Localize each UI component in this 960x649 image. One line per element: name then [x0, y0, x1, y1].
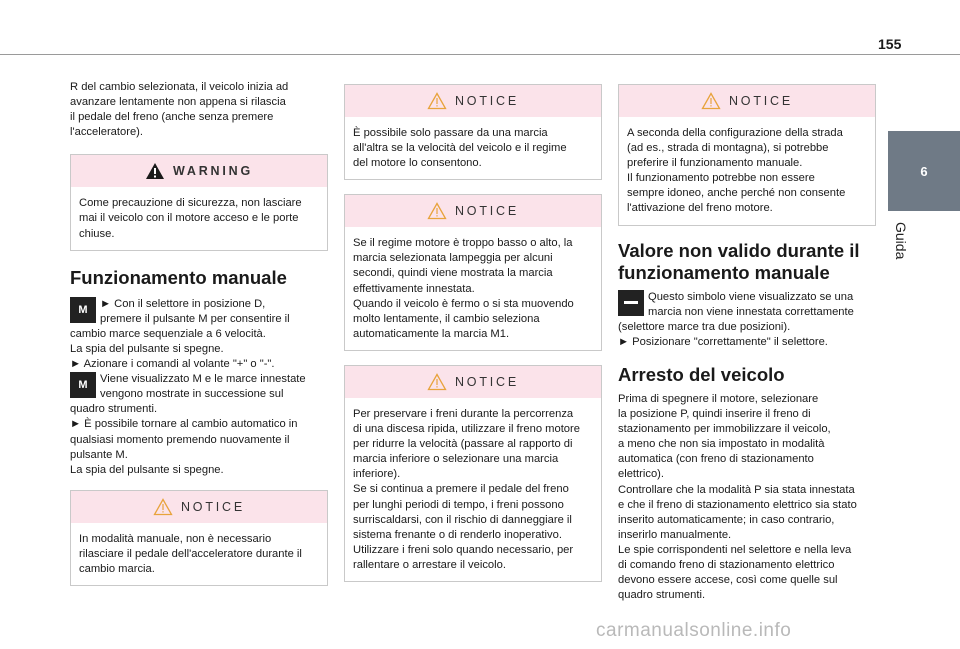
text-line: all'altra se la velocità del veicolo e il regime: [353, 142, 567, 155]
manual-row-3: [70, 372, 328, 402]
notice-box-2: [344, 84, 602, 180]
notice-triangle-icon: [427, 373, 447, 391]
text-line: funzionamento manuale: [618, 261, 830, 283]
warning-title: WARNING: [172, 164, 253, 179]
invalid-gear-icon: [618, 290, 644, 316]
text-line: quadro strumenti.: [70, 403, 158, 416]
text-line: vengono mostrate in successione sul: [100, 388, 284, 401]
manual-mode-icon: M: [70, 297, 96, 323]
text-line: stazionamento per immobilizzare il veicolo,: [618, 423, 831, 436]
text-line: del motore lo consentono.: [353, 157, 482, 170]
text-line: rallentare o arrestare il veicolo.: [353, 558, 506, 571]
intro-text: [70, 80, 328, 140]
text-line: l'attivazione del freno motore.: [627, 202, 773, 215]
notice-title: NOTICE: [454, 204, 520, 219]
notice-header: [71, 491, 327, 523]
text-line: Come precauzione di sicurezza, non lasciare: [79, 197, 302, 210]
text-line: l'acceleratore).: [70, 126, 144, 139]
text-line: automatica (con freno di stazionamento: [618, 453, 814, 466]
text-line: È possibile solo passare da una marcia: [353, 127, 548, 139]
column-2: [344, 84, 602, 582]
notice-box-4: [344, 365, 602, 582]
text-line: Quando il veicolo è fermo o si sta muovendo: [353, 297, 574, 310]
warning-text: [71, 187, 327, 241]
text-line: automaticamente la marcia M1.: [353, 327, 510, 340]
text-line: marcia selezionata lampeggia per alcuni: [353, 252, 553, 265]
notice-box-5: [618, 84, 876, 226]
text-line: premere il pulsante M per consentire il: [100, 312, 290, 325]
manual-row-4: [70, 402, 328, 477]
chapter-tab[interactable]: [888, 131, 960, 211]
notice-header: [345, 195, 601, 227]
stop-text: [618, 392, 876, 603]
column-1: [70, 80, 328, 586]
text-line: pulsante M.: [70, 448, 128, 461]
text-line: La spia del pulsante si spegne.: [70, 342, 224, 355]
notice-title: NOTICE: [180, 499, 246, 514]
text-line: Viene visualizzato M e le marce innestate: [100, 373, 306, 386]
text-line: chiuse.: [79, 227, 115, 240]
text-line: Se si continua a premere il pedale del freno: [353, 483, 569, 496]
text-line: (ad es., strada di montagna), si potrebbe: [627, 142, 829, 155]
text-line: R del cambio selezionata, il veicolo inizia ad: [70, 81, 289, 93]
watermark: carmanualsonline.info: [596, 620, 792, 641]
section-title-stop: [618, 364, 876, 386]
notice-title: NOTICE: [454, 374, 520, 389]
text-line: Il funzionamento potrebbe non essere: [627, 172, 815, 185]
chapter-title: Guida: [893, 222, 909, 260]
text-line: il pedale del freno (anche senza premere: [70, 111, 274, 124]
invalid-row: [618, 290, 876, 320]
text-line: effettivamente innestata.: [353, 282, 475, 295]
text-line: marcia non viene innestata correttamente: [648, 305, 854, 318]
text-line: Questo simbolo viene visualizzato se una: [648, 290, 854, 303]
warning-triangle-icon: [145, 162, 165, 180]
notice-title: NOTICE: [454, 94, 520, 108]
text-line: surriscaldarsi, con il rischio di danneggiare il: [353, 513, 572, 526]
text-line: molto lentamente, il cambio seleziona: [353, 312, 540, 325]
section-title-invalid: [618, 240, 876, 284]
text-line: Controllare che la modalità P sia stata innestata: [618, 483, 855, 496]
text-line: rilasciare il pedale dell'acceleratore durante il: [79, 547, 302, 560]
notice-title: NOTICE: [728, 94, 794, 108]
text-line: Valore non valido durante il: [618, 239, 860, 261]
header-rule: [0, 54, 960, 55]
text-line: ► Con il selettore in posizione D,: [100, 297, 266, 310]
text-line: quadro strumenti.: [618, 589, 706, 602]
text-line: inferiore).: [353, 468, 401, 481]
text-line: qualsiasi momento premendo nuovamente il: [70, 433, 290, 446]
manual-body: [70, 297, 328, 478]
text-line: (selettore marce tra due posizioni).: [618, 320, 791, 333]
text-line: inserirlo manualmente.: [618, 528, 732, 541]
text-line: devono essere accese, così come quelle sul: [618, 574, 838, 587]
notice-triangle-icon: [153, 498, 173, 516]
text-line: Funzionamento manuale: [70, 266, 287, 288]
text-line: ► Posizionare "correttamente" il selettore.: [618, 335, 828, 348]
notice-box-1: [70, 490, 328, 586]
warning-header: [71, 155, 327, 187]
text-line: ► Azionare i comandi al volante "+" o "-".: [70, 358, 275, 371]
section-title-manual: [70, 267, 328, 289]
text-line: la posizione P, quindi inserire il freno di: [618, 408, 811, 421]
notice-triangle-icon: [701, 92, 721, 110]
text-line: Utilizzare i freni solo quando necessario, per: [353, 543, 574, 556]
text-line: secondi, quindi viene mostrata la marcia: [353, 267, 553, 280]
text-line: per lunghi periodi di tempo, i freni possono: [353, 498, 564, 511]
notice-box-3: [344, 194, 602, 351]
notice-header: [345, 366, 601, 398]
notice-header: [345, 85, 601, 117]
text-line: di comando freno di stazionamento elettrico: [618, 558, 835, 571]
text-line: marcia inferiore o selezionare una marcia: [353, 453, 559, 466]
page-number: 155: [878, 36, 902, 52]
chapter-number: 6: [920, 163, 928, 179]
text-line: sistema frenante o di renderlo inoperativo.: [353, 528, 562, 541]
text-line: a meno che non sia impostato in modalità: [618, 438, 825, 451]
text-line: Per preservare i freni durante la percorrenza: [353, 407, 574, 420]
notice-text: [345, 398, 601, 573]
text-line: sempre idoneo, anche perché non consente: [627, 187, 846, 200]
text-line: Le spie corrispondenti nel selettore e nella leva: [618, 543, 852, 556]
notice-text: [71, 523, 327, 577]
column-3: [618, 84, 876, 603]
gear-display-icon: M: [70, 372, 96, 398]
invalid-text: [618, 320, 876, 350]
text-line: cambio marce sequenziale a 6 velocità.: [70, 327, 266, 340]
text-line: e che il freno di stazionamento elettrico sia stato: [618, 498, 857, 511]
text-line: Se il regime motore è troppo basso o alto, la: [353, 237, 573, 250]
text-line: preferire il funzionamento manuale.: [627, 157, 803, 170]
text-line: Prima di spegnere il motore, selezionare: [618, 392, 819, 405]
text-line: A seconda della configurazione della strada: [627, 127, 843, 139]
text-line: In modalità manuale, non è necessario: [79, 532, 272, 545]
text-line: per ridurre la velocità (passare al rapporto di: [353, 438, 573, 451]
text-line: Arresto del veicolo: [618, 363, 785, 385]
text-line: La spia del pulsante si spegne.: [70, 463, 224, 476]
notice-header: [619, 85, 875, 117]
notice-text: [345, 117, 601, 171]
notice-text: [619, 117, 875, 217]
text-line: ► È possibile tornare al cambio automatico in: [70, 418, 298, 431]
notice-triangle-icon: [427, 202, 447, 220]
text-line: di una discesa ripida, utilizzare il freno motore: [353, 423, 580, 436]
text-line: avanzare lentamente non appena si rilascia: [70, 96, 286, 109]
text-line: elettrico).: [618, 468, 665, 481]
warning-box: [70, 154, 328, 250]
text-line: inserito automaticamente; in caso contrario,: [618, 513, 835, 526]
notice-text: [345, 227, 601, 342]
notice-triangle-icon: [427, 92, 447, 110]
text-line: mai il veicolo con il motore acceso e le porte: [79, 212, 299, 225]
text-line: cambio marcia.: [79, 562, 155, 575]
manual-row-2: [70, 327, 328, 372]
manual-row-1: [70, 297, 328, 327]
